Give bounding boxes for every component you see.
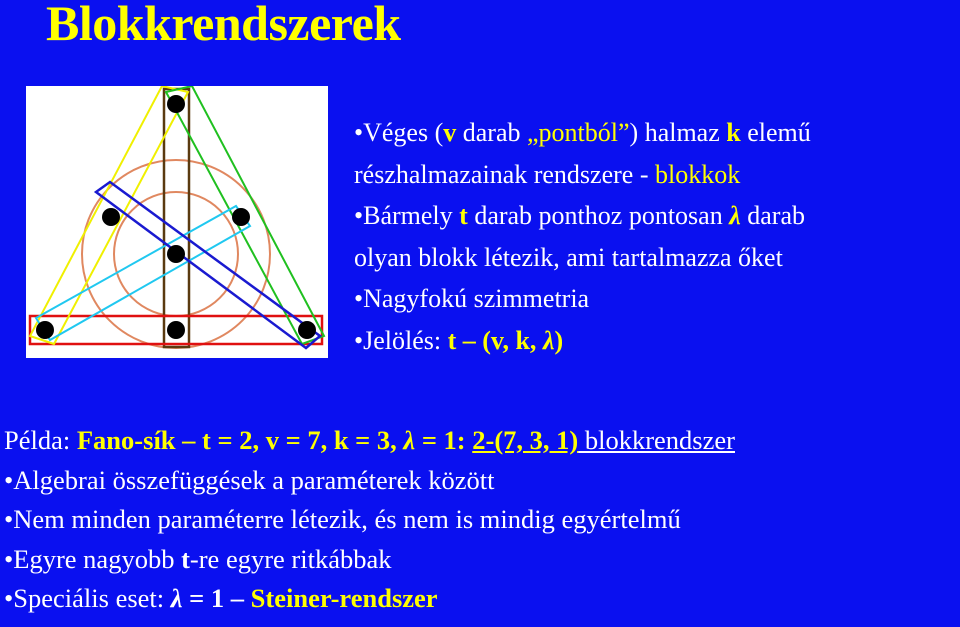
definition-list [354, 112, 954, 361]
fano-plane-svg [26, 86, 328, 358]
point-bottom-right [298, 321, 316, 339]
definition-line-2: részhalmazainak rendszere - blokkok [354, 159, 741, 189]
point-bottom-left [36, 321, 54, 339]
definition-line-4: olyan blokk létezik, ami tartalmazza őket [354, 242, 783, 272]
definition-line-1: •Véges (v darab „pontból”) halmaz k elemű [354, 118, 811, 147]
example-line-5: •Speciális eset: λ = 1 – Steiner-rendszer [4, 583, 438, 613]
definition-line-3: •Bármely t darab ponthoz pontosan λ darab [354, 201, 805, 230]
point-bottom-mid [167, 321, 185, 339]
example-line-2: •Algebrai összefüggések a paraméterek között [4, 464, 495, 495]
point-right-mid [232, 208, 250, 226]
point-center [167, 245, 185, 263]
definition-line-6: •Jelölés: t – (v, k, λ) [354, 325, 564, 355]
point-left-mid [102, 208, 120, 226]
definition-line-5: •Nagyfokú szimmetria [354, 284, 590, 313]
point-top [167, 95, 185, 113]
page-title: Blokkrendszerek [46, 0, 401, 51]
example-line-4: •Egyre nagyobb t-re egyre ritkábbak [4, 543, 392, 574]
example-list [4, 421, 960, 619]
fano-plane-diagram [26, 86, 328, 358]
example-line-3: •Nem minden paraméterre létezik, és nem is mindig egyértelmű [4, 504, 681, 534]
example-line-1: Példa: Fano-sík – t = 2, v = 7, k = 3, λ = 1: 2-(7, 3, 1) blokkrendszer [4, 425, 735, 455]
